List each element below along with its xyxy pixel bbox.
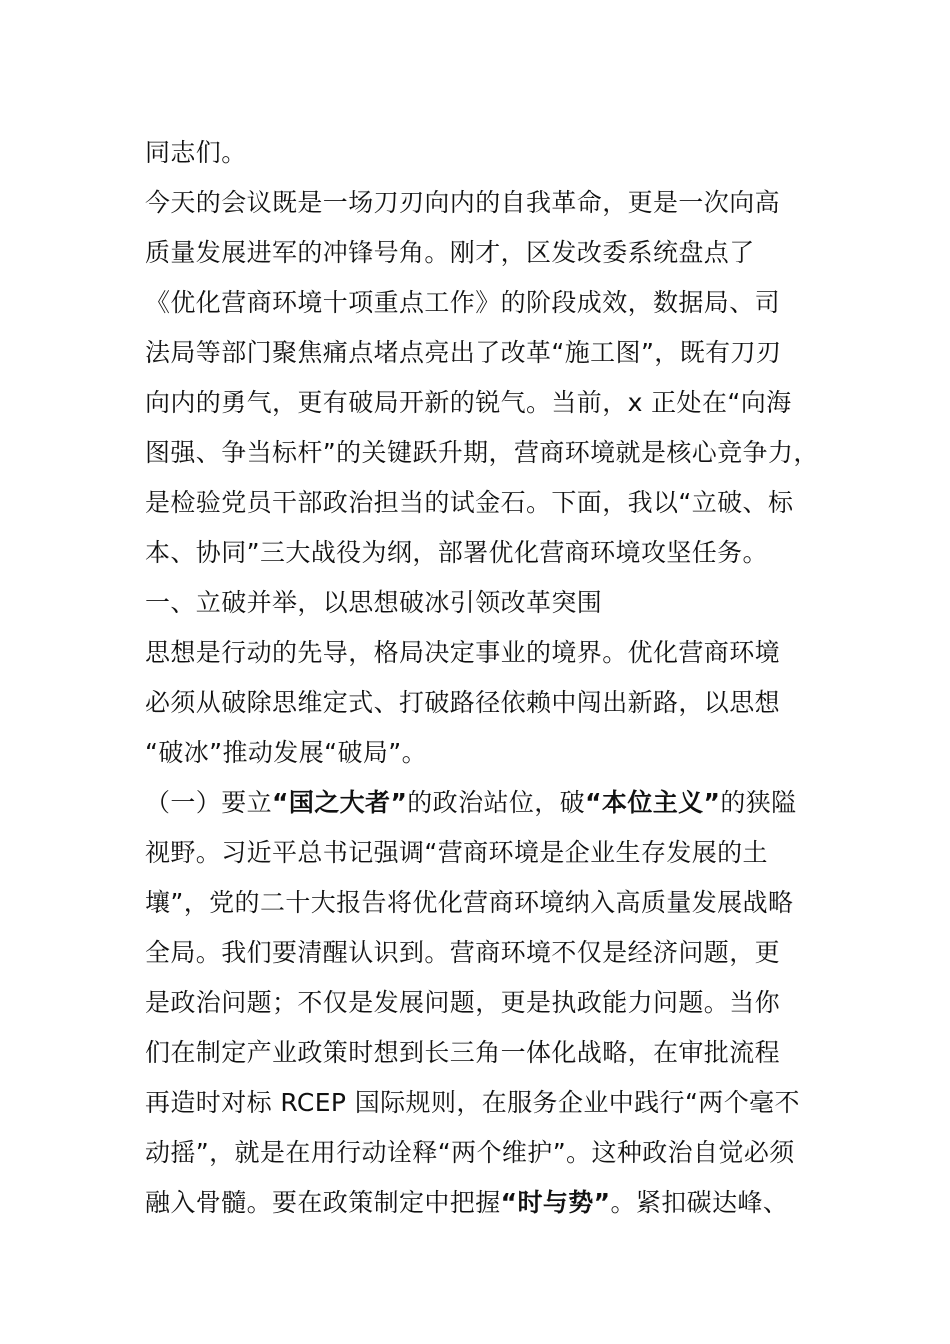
paragraph-line: 壤”，党的二十大报告将优化营商环境纳入高质量发展战略: [145, 888, 794, 917]
paragraph-line: 必须从破除思维定式、打破路径依赖中闯出新路，以思想: [145, 688, 781, 717]
paragraph-line: 质量发展进军的冲锋号角。刚才，区发改委系统盘点了: [145, 238, 755, 267]
bold-quote: “本位主义”: [585, 788, 721, 817]
paragraph-line: 们在制定产业政策时想到长三角一体化战略，在审批流程: [145, 1038, 781, 1067]
document-body: [145, 128, 830, 1228]
section-heading: 一、立破并举，以思想破冰引领改革突围: [145, 588, 603, 617]
text-run: 融入骨髓。要在政策制定中把握: [145, 1188, 501, 1217]
paragraph-line: 今天的会议既是一场刀刃向内的自我革命，更是一次向高: [145, 188, 781, 217]
paragraph-line: 视野。习近平总书记强调“营商环境是企业生存发展的土: [145, 838, 768, 867]
text-run: （一）要立: [145, 788, 273, 817]
paragraph-line: 全局。我们要清醒认识到。营商环境不仅是经济问题，更: [145, 938, 781, 967]
paragraph-line: 是政治问题；不仅是发展问题，更是执政能力问题。当你: [145, 988, 781, 1017]
text-run: 的政治站位，破: [407, 788, 586, 817]
paragraph-line: 图强、争当标杆”的关键跃升期，营商环境就是核心竞争力，: [145, 438, 819, 467]
bold-quote: “国之大者”: [272, 788, 408, 817]
paragraph-line: 动摇”，就是在用行动诠释“两个维护”。这种政治自觉必须: [145, 1138, 795, 1167]
subsection-heading-line: [145, 778, 830, 828]
paragraph-line: “破冰”推动发展“破局”。: [145, 738, 428, 767]
paragraph-line: [145, 1178, 830, 1228]
paragraph-line: 思想是行动的先导，格局决定事业的境界。优化营商环境: [145, 638, 781, 667]
greeting: 同志们。: [145, 138, 247, 167]
paragraph-line: 本、协同”三大战役为纲，部署优化营商环境攻坚任务。: [145, 538, 768, 567]
paragraph-line: 向内的勇气，更有破局开新的锐气。当前，x 正处在“向海: [145, 388, 792, 417]
paragraph-line: 法局等部门聚焦痛点堵点亮出了改革“施工图”，既有刀刃: [145, 338, 782, 367]
text-run: 。紧扣碳达峰、: [610, 1188, 789, 1217]
bold-quote: “时与势”: [500, 1188, 611, 1217]
text-run: 的狭隘: [720, 788, 797, 817]
paragraph-line: 再造时对标 RCEP 国际规则，在服务企业中践行“两个毫不: [145, 1088, 800, 1117]
paragraph-line: 是检验党员干部政治担当的试金石。下面，我以“立破、标: [145, 488, 794, 517]
paragraph-line: 《优化营商环境十项重点工作》的阶段成效，数据局、司: [145, 288, 781, 317]
